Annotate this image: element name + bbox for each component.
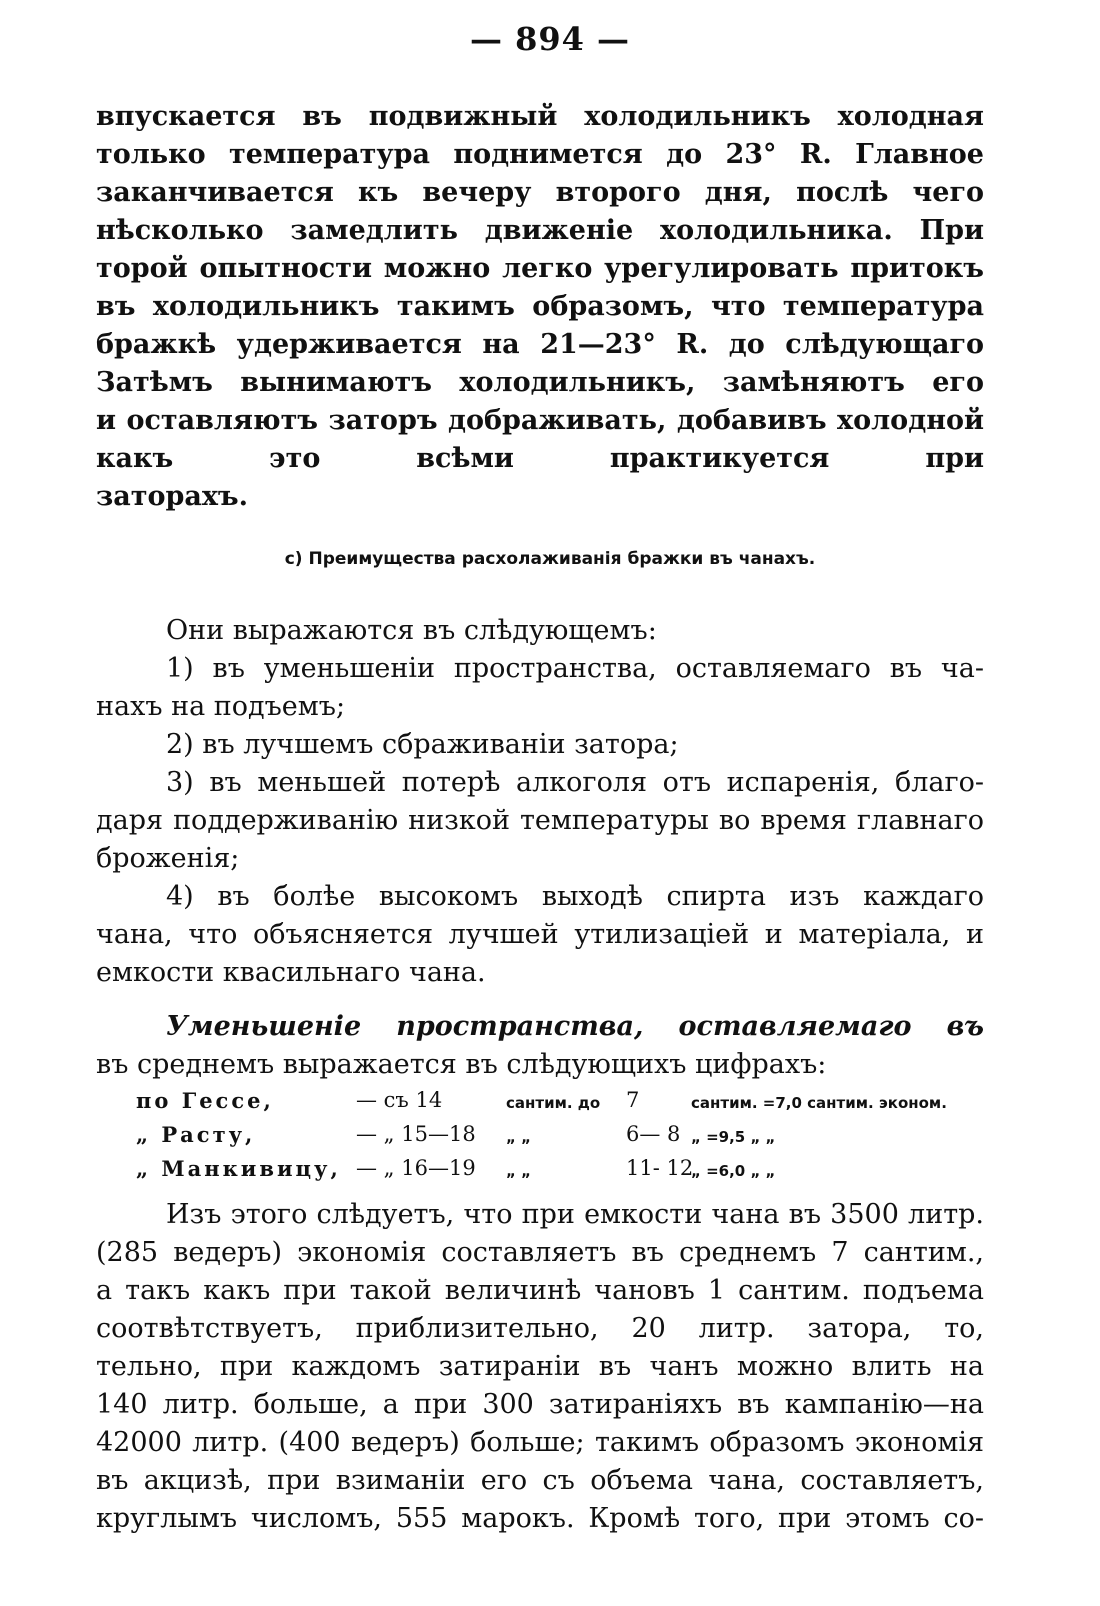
table-cell-range: — „ 16—19	[356, 1156, 476, 1180]
text-line: 140 литр. больше, а при 300 затираніяхъ въ кампанію—на	[96, 1389, 984, 1420]
list-item-line: даря поддерживанію низкой температуры во время главнаго	[96, 805, 984, 836]
paragraph-economy	[96, 1196, 984, 1538]
table-cell-author: „ Манкивицу,	[136, 1156, 341, 1181]
text-line: торой опытности можно легко урегулировать притокъ	[96, 253, 984, 284]
table-cell-value: 7	[626, 1088, 640, 1112]
table-row	[136, 1088, 996, 1122]
list-item-line: 3) въ меньшей потерѣ алкоголя отъ испаренія, благо-	[166, 767, 984, 798]
table-row	[136, 1156, 996, 1190]
table-cell-unit: сантим. до	[506, 1094, 601, 1112]
paragraph-fermentation	[96, 98, 984, 516]
text-line: заторахъ.	[96, 481, 249, 512]
table-cell-economy: „ =9,5 „ „	[691, 1128, 776, 1146]
table-cell-author: по Гессе,	[136, 1088, 274, 1113]
table-cell-range: — съ 14	[356, 1088, 443, 1112]
table-intro	[96, 1008, 984, 1084]
text-line: а такъ какъ при такой величинѣ чановъ 1 сантим. подъема	[96, 1275, 984, 1306]
table-cell-economy: „ =6,0 „ „	[691, 1162, 776, 1180]
table-cell-value: 6— 8	[626, 1122, 681, 1146]
text-line: и оставляютъ заторъ дображивать, добавивъ холодной	[96, 405, 984, 436]
text-line: нѣсколько замедлить движеніе холодильника. При	[96, 215, 984, 246]
text-line: въ акцизѣ, при взиманіи его съ объема чана, составляетъ,	[96, 1465, 984, 1496]
text-line: соотвѣтствуетъ, приблизительно, 20 литр. затора, то,	[96, 1313, 984, 1344]
text-line: Затѣмъ вынимаютъ холодильникъ, замѣняютъ его	[96, 367, 984, 398]
table-cell-range: — „ 15—18	[356, 1122, 476, 1146]
text-line: только температура поднимется до 23° R. Главное	[96, 139, 984, 170]
table-intro-line: въ среднемъ выражается въ слѣдующихъ цифрахъ:	[96, 1049, 827, 1080]
text-line: Изъ этого слѣдуетъ, что при емкости чана въ 3500 литр.	[166, 1199, 984, 1230]
section-heading: c) Преимущества расхолаживанія бражки въ чанахъ.	[284, 549, 816, 569]
comparison-table	[136, 1088, 996, 1190]
text-line: круглымъ числомъ, 555 марокъ. Кромѣ того, при этомъ со-	[96, 1503, 984, 1534]
text-line: въ холодильникъ такимъ образомъ, что температура	[96, 291, 984, 322]
list-item-line: 2) въ лучшемъ сбраживаніи затора;	[166, 729, 679, 760]
text-line: впускается въ подвижный холодильникъ холодная	[96, 101, 984, 132]
text-line: (285 ведеръ) экономія составляетъ въ среднемъ 7 сантим.,	[96, 1237, 984, 1268]
text-line: заканчивается къ вечеру второго дня, послѣ чего	[96, 177, 984, 208]
list-item-line: нахъ на подъемъ;	[96, 691, 346, 722]
table-cell-economy: сантим. =7,0 сантим. эконом.	[691, 1094, 947, 1112]
list-item-line: 1) въ уменьшеніи пространства, оставляемаго въ ча-	[166, 653, 984, 684]
text-line: какъ это всѣми практикуется при	[96, 443, 984, 474]
text-line: 42000 литр. (400 ведеръ) больше; такимъ образомъ экономія	[96, 1427, 984, 1458]
list-item-line: 4) въ болѣе высокомъ выходѣ спирта изъ каждаго	[166, 881, 984, 912]
table-cell-unit: „ „	[506, 1162, 531, 1180]
page-number: — 894 —	[469, 20, 631, 58]
list-item-line: емкости квасильнаго чана.	[96, 957, 486, 988]
list-intro: Они выражаются въ слѣдующемъ:	[166, 615, 657, 646]
table-cell-value: 11- 12	[626, 1156, 694, 1180]
table-cell-unit: „ „	[506, 1128, 531, 1146]
advantages-list	[96, 612, 984, 992]
text-line: тельно, при каждомъ затираніи въ чанъ можно влить на	[96, 1351, 984, 1382]
list-item-line: броженія;	[96, 843, 240, 874]
italic-intro: Уменьшеніе пространства, оставляемаго въ	[166, 1011, 984, 1042]
text-line: бражкѣ удерживается на 21—23° R. до слѣдующаго	[96, 329, 984, 360]
table-row	[136, 1122, 996, 1156]
table-cell-author: „ Расту,	[136, 1122, 256, 1147]
list-item-line: чана, что объясняется лучшей утилизаціей и матеріала, и	[96, 919, 984, 950]
